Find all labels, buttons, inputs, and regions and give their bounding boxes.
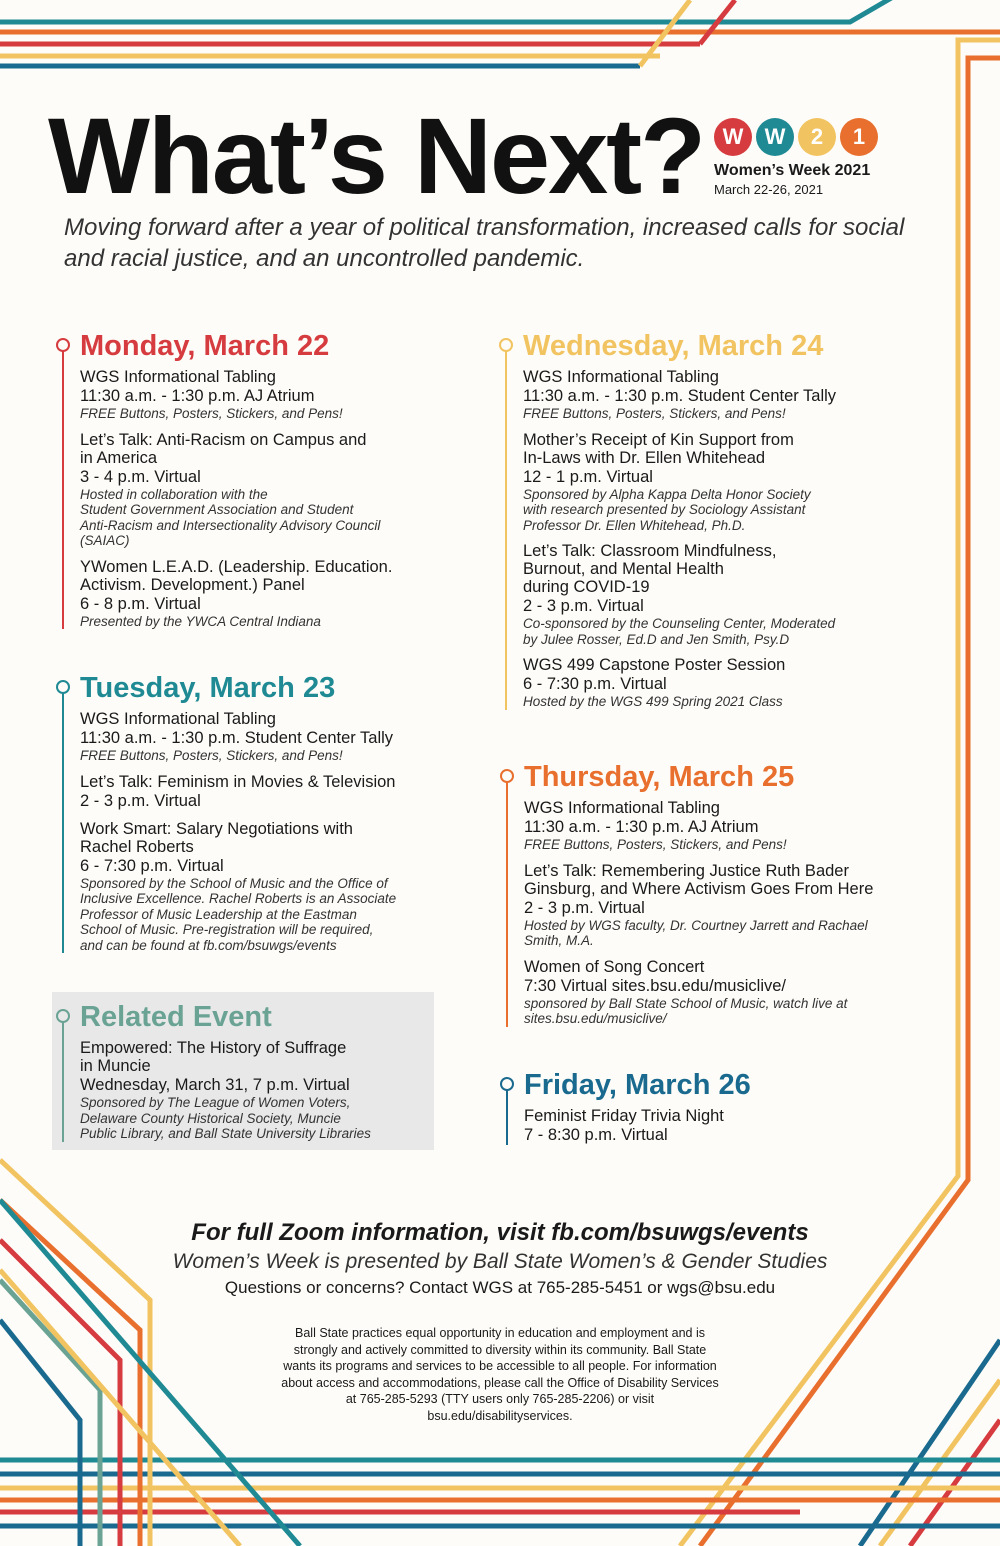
event-note: Co-sponsored by the Counseling Center, Moderated by Julee Rosser, Ed.D and Jen Smith, Psy.D xyxy=(523,616,836,647)
event-time: 6 - 7:30 p.m. Virtual xyxy=(80,856,224,875)
day-monday xyxy=(62,330,480,629)
event-item xyxy=(80,710,480,764)
event-time: 2 - 3 p.m. Virtual xyxy=(524,898,645,917)
event-note: Presented by the YWCA Central Indiana xyxy=(80,613,321,629)
day-heading: Friday, March 26 xyxy=(524,1069,751,1101)
event-title: WGS Informational Tabling xyxy=(524,799,720,817)
event-title: Mother’s Receipt of Kin Support from In-Laws with Dr. Ellen Whitehead xyxy=(523,430,794,467)
event-note: Hosted in collaboration with the Student Government Association and Student Anti-Racism and Intersectionality Advisory Council (SAIAC) xyxy=(80,486,381,548)
event-time: 6 - 8 p.m. Virtual xyxy=(80,594,201,613)
event-title: YWomen L.E.A.D. (Leadership. Education. Activism. Development.) Panel xyxy=(80,557,393,594)
logo-circle-1-orange: 1 xyxy=(840,118,878,156)
event-note: Hosted by the WGS 499 Spring 2021 Class xyxy=(523,694,783,709)
event-title: Work Smart: Salary Negotiations with Rachel Roberts xyxy=(80,819,353,856)
event-item xyxy=(524,1107,944,1145)
event-item xyxy=(523,542,943,647)
timeline-dot xyxy=(500,769,514,783)
logo-circles xyxy=(714,118,894,156)
logo-circle-w-teal: W xyxy=(756,118,794,156)
event-note: Hosted by WGS faculty, Dr. Courtney Jarrett and Rachael Smith, M.A. xyxy=(524,917,868,948)
event-item xyxy=(524,862,944,949)
day-thursday xyxy=(506,761,944,1027)
event-item xyxy=(80,1039,440,1142)
day-friday xyxy=(506,1069,944,1145)
event-title: WGS Informational Tabling xyxy=(523,368,719,386)
event-time: 3 - 4 p.m. Virtual xyxy=(80,467,201,486)
event-time: 7 - 8:30 p.m. Virtual xyxy=(524,1126,668,1144)
day-heading: Wednesday, March 24 xyxy=(523,330,824,362)
event-title: WGS 499 Capstone Poster Session xyxy=(523,656,786,674)
day-heading: Monday, March 22 xyxy=(80,330,330,362)
event-note: sponsored by Ball State School of Music, watch live at sites.bsu.edu/musiclive/ xyxy=(524,995,848,1026)
womens-week-logo xyxy=(714,118,894,197)
timeline-dot xyxy=(56,338,70,352)
event-item xyxy=(523,431,943,534)
event-note: Sponsored by The League of Women Voters, Delaware County Historical Society, Muncie Public Library, and Ball State University Libraries xyxy=(80,1095,371,1141)
presented-by: Women’s Week is presented by Ball State Women’s & Gender Studies xyxy=(172,1250,828,1273)
event-title: Feminist Friday Trivia Night xyxy=(524,1107,724,1125)
event-item xyxy=(524,958,944,1027)
related-event xyxy=(62,1001,440,1142)
day-heading: Tuesday, March 23 xyxy=(80,672,336,704)
event-item xyxy=(80,820,480,954)
event-time: Wednesday, March 31, 7 p.m. Virtual xyxy=(80,1076,350,1094)
event-time: 12 - 1 p.m. Virtual xyxy=(523,467,653,486)
equal-opportunity-statement: Ball State practices equal opportunity in education and employment and is strongly and actively committed to diversity within its community. Ball State wants its programs and services to be accessible to all people. For information about access and accommodations, please call the Office of Disability Services at 765-285-5293 (TTY users only 765-285-2206) or visit bsu.edu/disabilityservices. xyxy=(281,1326,719,1423)
event-title: Let’s Talk: Classroom Mindfulness, Burnout, and Mental Health during COVID-19 xyxy=(523,542,777,596)
event-note: Sponsored by Alpha Kappa Delta Honor Society with research presented by Sociology Assistant Professor Dr. Ellen Whitehead, Ph.D. xyxy=(523,486,811,533)
event-item xyxy=(80,558,480,630)
event-note: Sponsored by the School of Music and the Office of Inclusive Excellence. Rachel Roberts is an Associate Professor of Music Leadership at the Eastman School of Music. Pre-registration will be required, and can be found at fb.com/bsuwgs/events xyxy=(80,875,397,953)
logo-circle-2-yellow: 2 xyxy=(798,118,836,156)
subtitle: Moving forward after a year of political transformation, increased calls for social and racial justice, and an uncontrolled pandemic. xyxy=(64,214,905,272)
timeline-dot xyxy=(56,680,70,694)
event-title: Empowered: The History of Suffrage in Muncie xyxy=(80,1039,347,1075)
event-time: 2 - 3 p.m. Virtual xyxy=(523,597,644,615)
event-title: Women of Song Concert xyxy=(524,957,705,976)
event-note: FREE Buttons, Posters, Stickers, and Pens! xyxy=(80,406,343,421)
event-time: 11:30 a.m. - 1:30 p.m. AJ Atrium xyxy=(524,818,759,836)
event-note: FREE Buttons, Posters, Stickers, and Pens! xyxy=(523,406,786,421)
event-title: Let’s Talk: Anti-Racism on Campus and in America xyxy=(80,430,367,467)
event-note: FREE Buttons, Posters, Stickers, and Pens! xyxy=(524,837,787,852)
event-item xyxy=(80,431,480,549)
event-item xyxy=(523,368,943,422)
logo-event-name: Women’s Week 2021 xyxy=(714,162,871,179)
event-title: Let’s Talk: Remembering Justice Ruth Bader Ginsburg, and Where Activism Goes From Here xyxy=(524,861,874,898)
logo-event-dates: March 22-26, 2021 xyxy=(714,182,824,197)
event-item xyxy=(80,368,480,422)
contact-info: Questions or concerns? Contact WGS at 765-285-5451 or wgs@bsu.edu xyxy=(224,1278,776,1297)
related-heading: Related Event xyxy=(80,1001,272,1033)
event-time: 2 - 3 p.m. Virtual xyxy=(80,791,201,810)
event-title: WGS Informational Tabling xyxy=(80,368,276,386)
event-item xyxy=(524,799,944,853)
event-title: WGS Informational Tabling xyxy=(80,710,276,728)
event-time: 11:30 a.m. - 1:30 p.m. Student Center Tally xyxy=(80,729,394,747)
timeline-dot xyxy=(500,1077,514,1091)
event-title: Let’s Talk: Feminism in Movies & Television xyxy=(80,772,396,791)
event-item xyxy=(523,656,943,710)
event-time: 6 - 7:30 p.m. Virtual xyxy=(523,675,667,693)
logo-circle-w-red: W xyxy=(714,118,752,156)
event-time: 7:30 Virtual sites.bsu.edu/musiclive/ xyxy=(524,976,786,995)
page-title: What’s Next? xyxy=(48,95,705,216)
day-wednesday xyxy=(505,330,943,710)
zoom-info: For full Zoom information, visit fb.com/bsuwgs/events xyxy=(191,1219,809,1246)
event-time: 11:30 a.m. - 1:30 p.m. AJ Atrium xyxy=(80,387,315,405)
event-time: 11:30 a.m. - 1:30 p.m. Student Center Tally xyxy=(523,387,837,405)
day-heading: Thursday, March 25 xyxy=(524,761,795,793)
timeline-dot xyxy=(499,338,513,352)
timeline-dot xyxy=(56,1009,70,1023)
event-note: FREE Buttons, Posters, Stickers, and Pens! xyxy=(80,748,343,763)
day-tuesday xyxy=(62,672,480,953)
event-item xyxy=(80,773,480,811)
